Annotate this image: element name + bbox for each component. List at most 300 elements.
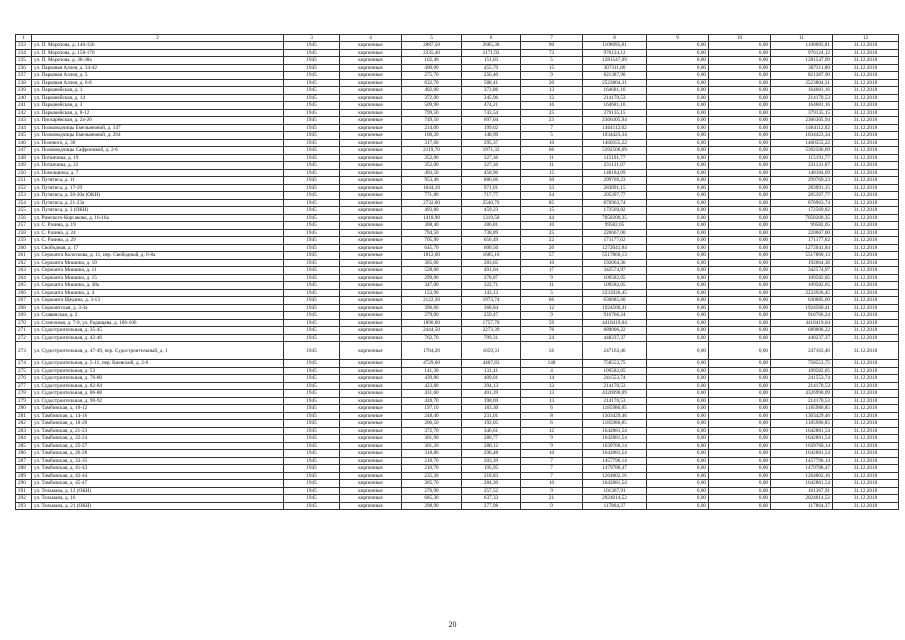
cell-residents: 24 bbox=[521, 192, 583, 200]
cell-depreciation: 0,00 bbox=[647, 297, 709, 305]
cell-residents: 7 bbox=[521, 124, 583, 132]
cell-accrued-amount: 0,00 bbox=[709, 334, 771, 342]
cell-residual-value: 1272041,84 bbox=[771, 244, 833, 252]
cell-residents: 5 bbox=[521, 57, 583, 65]
cell-living-area: 256,40 bbox=[462, 72, 521, 80]
cell-book-value: 214170,53 bbox=[583, 382, 647, 390]
cell-accrued-amount: 0,00 bbox=[709, 124, 771, 132]
cell-wall-material: кирпичные bbox=[340, 49, 402, 57]
cell-residents: 12 bbox=[521, 94, 583, 102]
cell-build-year: 1945 bbox=[284, 382, 340, 390]
table-row bbox=[16, 390, 899, 398]
cell-wall-material: кирпичные bbox=[340, 390, 402, 398]
cell-row-number: 288 bbox=[16, 465, 32, 473]
cell-total-area: 1812,00 bbox=[402, 252, 462, 260]
cell-living-area: 1685,16 bbox=[462, 252, 521, 260]
cell-accrued-amount: 0,00 bbox=[709, 472, 771, 480]
cell-depreciation: 0,00 bbox=[647, 79, 709, 87]
table-row bbox=[16, 94, 899, 102]
cell-depreciation: 0,00 bbox=[647, 192, 709, 200]
cell-accrued-amount: 0,00 bbox=[709, 57, 771, 65]
cell-date: 31.12.2018 bbox=[833, 342, 899, 360]
table-row bbox=[16, 49, 899, 57]
cell-wall-material: кирпичные bbox=[340, 207, 402, 215]
cell-residents: 11 bbox=[521, 162, 583, 170]
cell-accrued-amount: 0,00 bbox=[709, 102, 771, 110]
cell-residual-value: 1034423,34 bbox=[771, 132, 833, 140]
cell-row-number: 250 bbox=[16, 169, 32, 177]
cell-build-year: 1945 bbox=[284, 139, 340, 147]
cell-build-year: 1945 bbox=[284, 274, 340, 282]
cell-total-area: 509,90 bbox=[402, 102, 462, 110]
cell-date: 31.12.2018 bbox=[833, 229, 899, 237]
cell-row-number: 236 bbox=[16, 64, 32, 72]
cell-build-year: 1945 bbox=[284, 199, 340, 207]
cell-residents: 5 bbox=[521, 289, 583, 297]
cell-book-value: 1642881,54 bbox=[583, 435, 647, 443]
cell-date: 31.12.2018 bbox=[833, 42, 899, 50]
table-row bbox=[16, 199, 899, 207]
cell-date: 31.12.2018 bbox=[833, 244, 899, 252]
cell-depreciation: 0,00 bbox=[647, 319, 709, 327]
cell-depreciation: 0,00 bbox=[647, 450, 709, 458]
cell-total-area: 1784,20 bbox=[402, 342, 462, 360]
cell-living-area: 322,71 bbox=[462, 282, 521, 290]
cell-book-value: 1264802,16 bbox=[583, 472, 647, 480]
table-row bbox=[16, 169, 899, 177]
cell-depreciation: 0,00 bbox=[647, 252, 709, 260]
cell-total-area: 162,40 bbox=[402, 57, 462, 65]
table-row bbox=[16, 327, 899, 335]
cell-address: ул. Сержанта Колоскова, д. 11, пер. Свободный, д. 6-8а bbox=[32, 252, 284, 260]
cell-wall-material: кирпичные bbox=[340, 282, 402, 290]
cell-book-value: 5517860,13 bbox=[583, 252, 647, 260]
cell-build-year: 1945 bbox=[284, 237, 340, 245]
cell-wall-material: кирпичные bbox=[340, 304, 402, 312]
cell-build-year: 1945 bbox=[284, 102, 340, 110]
cell-accrued-amount: 0,00 bbox=[709, 72, 771, 80]
cell-book-value: 148184,69 bbox=[583, 169, 647, 177]
cell-depreciation: 0,00 bbox=[647, 274, 709, 282]
cell-row-number: 261 bbox=[16, 252, 32, 260]
cell-living-area: 218,83 bbox=[462, 472, 521, 480]
cell-residual-value: 117864,37 bbox=[771, 502, 833, 510]
table-row bbox=[16, 420, 899, 428]
cell-residual-value: 2233926,45 bbox=[771, 289, 833, 297]
cell-address: ул. Сержанта Мишина, д. 15 bbox=[32, 274, 284, 282]
cell-wall-material: кирпичные bbox=[340, 162, 402, 170]
cell-book-value: 247163,46 bbox=[583, 342, 647, 360]
cell-book-value: 342574,97 bbox=[583, 267, 647, 275]
cell-total-area: 301,20 bbox=[402, 442, 462, 450]
cell-address: ул. Тамбовская, д. 26-28 bbox=[32, 450, 284, 458]
cell-build-year: 1945 bbox=[284, 169, 340, 177]
cell-row-number: 237 bbox=[16, 72, 32, 80]
table-row bbox=[16, 214, 899, 222]
cell-residents: 148 bbox=[521, 360, 583, 368]
cell-row-number: 285 bbox=[16, 442, 32, 450]
cell-living-area: 4407,83 bbox=[462, 360, 521, 368]
cell-accrued-amount: 0,00 bbox=[709, 132, 771, 140]
cell-residual-value: 4326990,09 bbox=[771, 390, 833, 398]
cell-address: ул. Тамбовская, д. 33-35 bbox=[32, 457, 284, 465]
cell-wall-material: кирпичные bbox=[340, 435, 402, 443]
cell-depreciation: 0,00 bbox=[647, 427, 709, 435]
cell-residual-value: 214170,53 bbox=[771, 397, 833, 405]
cell-row-number: 281 bbox=[16, 412, 32, 420]
cell-residents: 13 bbox=[521, 390, 583, 398]
cell-date: 31.12.2018 bbox=[833, 457, 899, 465]
cell-book-value: 164681,16 bbox=[583, 87, 647, 95]
cell-accrued-amount: 0,00 bbox=[709, 319, 771, 327]
cell-wall-material: кирпичные bbox=[340, 109, 402, 117]
cell-build-year: 1945 bbox=[284, 162, 340, 170]
cell-accrued-amount: 0,00 bbox=[709, 42, 771, 50]
cell-address: ул. Тамбовская, д. 42-44 bbox=[32, 472, 284, 480]
cell-build-year: 1945 bbox=[284, 312, 340, 320]
cell-book-value: 1303429,46 bbox=[583, 412, 647, 420]
cell-date: 31.12.2018 bbox=[833, 420, 899, 428]
cell-residents: 30 bbox=[521, 177, 583, 185]
cell-residual-value: 299769,23 bbox=[771, 177, 833, 185]
cell-depreciation: 0,00 bbox=[647, 132, 709, 140]
cell-row-number: 274 bbox=[16, 360, 32, 368]
cell-address: ул. Путягиса, д. 20-20а (ОКН) bbox=[32, 192, 284, 200]
cell-address: ул. Тамбовская, д. 10-12 bbox=[32, 405, 284, 413]
cell-date: 31.12.2018 bbox=[833, 102, 899, 110]
cell-build-year: 1945 bbox=[284, 367, 340, 375]
cell-living-area: 401,39 bbox=[462, 390, 521, 398]
cell-book-value: 1272041,84 bbox=[583, 244, 647, 252]
cell-depreciation: 0,00 bbox=[647, 169, 709, 177]
cell-residents: 7 bbox=[521, 472, 583, 480]
cell-depreciation: 0,00 bbox=[647, 207, 709, 215]
cell-living-area: 600,50 bbox=[462, 244, 521, 252]
cell-book-value: 1034423,34 bbox=[583, 132, 647, 140]
cell-build-year: 1945 bbox=[284, 465, 340, 473]
cell-residual-value: 630085,60 bbox=[771, 297, 833, 305]
cell-build-year: 1945 bbox=[284, 297, 340, 305]
cell-residual-value: 758553,75 bbox=[771, 360, 833, 368]
cell-book-value: 1457796,14 bbox=[583, 457, 647, 465]
cell-living-area: 295,37 bbox=[462, 139, 521, 147]
table-row bbox=[16, 87, 899, 95]
cell-row-number: 270 bbox=[16, 319, 32, 327]
cell-build-year: 1945 bbox=[284, 457, 340, 465]
cell-row-number: 252 bbox=[16, 184, 32, 192]
cell-wall-material: кирпичные bbox=[340, 487, 402, 495]
cell-accrued-amount: 0,00 bbox=[709, 382, 771, 390]
cell-book-value: 2233926,45 bbox=[583, 289, 647, 297]
cell-accrued-amount: 0,00 bbox=[709, 199, 771, 207]
cell-total-area: 153,90 bbox=[402, 289, 462, 297]
cell-depreciation: 0,00 bbox=[647, 72, 709, 80]
cell-depreciation: 0,00 bbox=[647, 334, 709, 342]
cell-living-area: 2273,39 bbox=[462, 327, 521, 335]
cell-residents: 6 bbox=[521, 405, 583, 413]
cell-living-area: 637,33 bbox=[462, 495, 521, 503]
cell-address: ул. Путягиса, д. 21-23а bbox=[32, 199, 284, 207]
cell-date: 31.12.2018 bbox=[833, 274, 899, 282]
cell-date: 31.12.2018 bbox=[833, 57, 899, 65]
cell-wall-material: кирпичные bbox=[340, 64, 402, 72]
cell-wall-material: кирпичные bbox=[340, 57, 402, 65]
cell-total-area: 431,60 bbox=[402, 390, 462, 398]
column-number: 3 bbox=[284, 35, 340, 42]
table-row bbox=[16, 117, 899, 125]
cell-build-year: 1945 bbox=[284, 222, 340, 230]
cell-book-value: 1460355,22 bbox=[583, 139, 647, 147]
cell-living-area: 458,96 bbox=[462, 169, 521, 177]
cell-total-area: 396,60 bbox=[402, 304, 462, 312]
cell-row-number: 242 bbox=[16, 109, 32, 117]
cell-address: ул. С. Разина, д. 29 bbox=[32, 237, 284, 245]
cell-address: ул. Путягиса, д. 11 bbox=[32, 177, 284, 185]
table-row bbox=[16, 252, 899, 260]
cell-wall-material: кирпичные bbox=[340, 360, 402, 368]
cell-row-number: 246 bbox=[16, 139, 32, 147]
cell-accrued-amount: 0,00 bbox=[709, 252, 771, 260]
cell-wall-material: кирпичные bbox=[340, 319, 402, 327]
cell-row-number: 279 bbox=[16, 397, 32, 405]
cell-build-year: 1945 bbox=[284, 327, 340, 335]
cell-address: ул. Парковейская, д. 3 bbox=[32, 102, 284, 110]
cell-depreciation: 0,00 bbox=[647, 442, 709, 450]
cell-wall-material: кирпичные bbox=[340, 214, 402, 222]
cell-total-area: 2444,50 bbox=[402, 327, 462, 335]
cell-residual-value: 448237,37 bbox=[771, 334, 833, 342]
cell-accrued-amount: 0,00 bbox=[709, 162, 771, 170]
cell-date: 31.12.2018 bbox=[833, 397, 899, 405]
cell-wall-material: кирпичные bbox=[340, 154, 402, 162]
cell-build-year: 1945 bbox=[284, 319, 340, 327]
cell-depreciation: 0,00 bbox=[647, 282, 709, 290]
cell-total-area: 235,30 bbox=[402, 472, 462, 480]
cell-wall-material: кирпичные bbox=[340, 327, 402, 335]
cell-build-year: 1945 bbox=[284, 147, 340, 155]
cell-residual-value: 2024014,52 bbox=[771, 495, 833, 503]
cell-residents: 66 bbox=[521, 147, 583, 155]
cell-row-number: 240 bbox=[16, 94, 32, 102]
cell-residents: 9 bbox=[521, 274, 583, 282]
cell-depreciation: 0,00 bbox=[647, 342, 709, 360]
cell-total-area: 493,80 bbox=[402, 207, 462, 215]
cell-wall-material: кирпичные bbox=[340, 124, 402, 132]
cell-residual-value: 342574,97 bbox=[771, 267, 833, 275]
cell-accrued-amount: 0,00 bbox=[709, 117, 771, 125]
cell-row-number: 264 bbox=[16, 274, 32, 282]
cell-living-area: 474,21 bbox=[462, 102, 521, 110]
cell-residents: 9 bbox=[521, 487, 583, 495]
cell-depreciation: 0,00 bbox=[647, 177, 709, 185]
cell-depreciation: 0,00 bbox=[647, 154, 709, 162]
cell-residual-value: 115191,77 bbox=[771, 154, 833, 162]
cell-residents: 14 bbox=[521, 375, 583, 383]
cell-row-number: 272 bbox=[16, 334, 32, 342]
cell-wall-material: кирпичные bbox=[340, 412, 402, 420]
cell-address: ул. Судостроительная, д. 53 bbox=[32, 367, 284, 375]
cell-book-value: 307311,80 bbox=[583, 64, 647, 72]
cell-wall-material: кирпичные bbox=[340, 289, 402, 297]
table-row bbox=[16, 304, 899, 312]
cell-residents: 5 bbox=[521, 132, 583, 140]
cell-living-area: 2540,76 bbox=[462, 199, 521, 207]
table-row bbox=[16, 102, 899, 110]
cell-total-area: 439,80 bbox=[402, 375, 462, 383]
cell-row-number: 256 bbox=[16, 214, 32, 222]
column-number: 2 bbox=[32, 35, 284, 42]
cell-total-area: 197,10 bbox=[402, 405, 462, 413]
cell-residual-value: 1185986,85 bbox=[771, 405, 833, 413]
cell-living-area: 203,39 bbox=[462, 457, 521, 465]
cell-wall-material: кирпичные bbox=[340, 222, 402, 230]
cell-row-number: 291 bbox=[16, 487, 32, 495]
cell-depreciation: 0,00 bbox=[647, 64, 709, 72]
cell-wall-material: кирпичные bbox=[340, 334, 402, 342]
cell-total-area: 2122,30 bbox=[402, 297, 462, 305]
table-row bbox=[16, 297, 899, 305]
cell-book-value: 1185986,85 bbox=[583, 420, 647, 428]
cell-build-year: 1945 bbox=[284, 214, 340, 222]
cell-living-area: 1971,32 bbox=[462, 147, 521, 155]
cell-accrued-amount: 0,00 bbox=[709, 49, 771, 57]
cell-date: 31.12.2018 bbox=[833, 297, 899, 305]
cell-living-area: 345,96 bbox=[462, 94, 521, 102]
cell-date: 31.12.2018 bbox=[833, 184, 899, 192]
cell-residual-value: 916766,24 bbox=[771, 312, 833, 320]
cell-accrued-amount: 0,00 bbox=[709, 184, 771, 192]
cell-date: 31.12.2018 bbox=[833, 94, 899, 102]
cell-address: ул. Станочная, д. 7-9, ул. Радищева, д. 106-106 bbox=[32, 319, 284, 327]
column-number: 12 bbox=[833, 35, 899, 42]
cell-book-value: 241553,74 bbox=[583, 375, 647, 383]
cell-row-number: 283 bbox=[16, 427, 32, 435]
cell-living-area: 409,01 bbox=[462, 375, 521, 383]
cell-book-value: 1642881,54 bbox=[583, 480, 647, 488]
cell-row-number: 249 bbox=[16, 162, 32, 170]
cell-book-value: 689006,22 bbox=[583, 327, 647, 335]
cell-address: ул. Тамбовская, д. 45-47 bbox=[32, 480, 284, 488]
cell-address: ул. Сержанта Мишина, д. 10 bbox=[32, 259, 284, 267]
cell-accrued-amount: 0,00 bbox=[709, 420, 771, 428]
cell-residents: 16 bbox=[521, 102, 583, 110]
cell-total-area: 423,80 bbox=[402, 382, 462, 390]
cell-address: ул. Сержанта Щедина, д. 3-13 bbox=[32, 297, 284, 305]
cell-row-number: 254 bbox=[16, 199, 32, 207]
cell-row-number: 271 bbox=[16, 327, 32, 335]
cell-accrued-amount: 0,00 bbox=[709, 435, 771, 443]
cell-living-area: 183,30 bbox=[462, 405, 521, 413]
cell-accrued-amount: 0,00 bbox=[709, 274, 771, 282]
cell-residents: 15 bbox=[521, 207, 583, 215]
cell-depreciation: 0,00 bbox=[647, 487, 709, 495]
cell-residual-value: 379135,15 bbox=[771, 109, 833, 117]
cell-address: ул. Потанчика, д. 22 bbox=[32, 162, 284, 170]
cell-row-number: 263 bbox=[16, 267, 32, 275]
cell-book-value: 172569,82 bbox=[583, 207, 647, 215]
cell-residents: 24 bbox=[521, 334, 583, 342]
cell-living-area: 231,01 bbox=[462, 412, 521, 420]
cell-total-area: 372,70 bbox=[402, 427, 462, 435]
cell-accrued-amount: 0,00 bbox=[709, 267, 771, 275]
cell-address: ул. Полководчицы Емельяновой, д. 204 bbox=[32, 132, 284, 140]
cell-book-value: 876963,74 bbox=[583, 199, 647, 207]
cell-accrued-amount: 0,00 bbox=[709, 397, 771, 405]
cell-address: ул. Парковейская, д. 1 bbox=[32, 87, 284, 95]
cell-row-number: 260 bbox=[16, 244, 32, 252]
cell-depreciation: 0,00 bbox=[647, 495, 709, 503]
cell-total-area: 490,00 bbox=[402, 64, 462, 72]
cell-living-area: 588,41 bbox=[462, 79, 521, 87]
cell-book-value: 214170,53 bbox=[583, 94, 647, 102]
table-row bbox=[16, 397, 899, 405]
cell-total-area: 305,70 bbox=[402, 480, 462, 488]
cell-date: 31.12.2018 bbox=[833, 267, 899, 275]
table-body bbox=[16, 42, 899, 510]
cell-date: 31.12.2018 bbox=[833, 367, 899, 375]
cell-address: ул. Парковая Аллея, д. 6-8 bbox=[32, 79, 284, 87]
cell-depreciation: 0,00 bbox=[647, 327, 709, 335]
cell-accrued-amount: 0,00 bbox=[709, 390, 771, 398]
cell-address: ул. С. Разина, д. 24 bbox=[32, 229, 284, 237]
cell-row-number: 265 bbox=[16, 282, 32, 290]
cell-wall-material: кирпичные bbox=[340, 192, 402, 200]
cell-book-value: 2523804,31 bbox=[583, 79, 647, 87]
cell-address: ул. С. Разина, д. 19 bbox=[32, 222, 284, 230]
cell-living-area: 394,13 bbox=[462, 382, 521, 390]
cell-row-number: 267 bbox=[16, 297, 32, 305]
cell-address: ул. Сержанта Мишина, д. 38а bbox=[32, 282, 284, 290]
cell-address: ул. Тамбовская, д. 22-24 bbox=[32, 435, 284, 443]
cell-address: ул. Тамбовская, д. 18-20 bbox=[32, 420, 284, 428]
cell-living-area: 192,05 bbox=[462, 420, 521, 428]
cell-residents: 11 bbox=[521, 282, 583, 290]
cell-residual-value: 876963,74 bbox=[771, 199, 833, 207]
cell-depreciation: 0,00 bbox=[647, 162, 709, 170]
cell-date: 31.12.2018 bbox=[833, 289, 899, 297]
table-row bbox=[16, 132, 899, 140]
cell-residents: 10 bbox=[521, 222, 583, 230]
cell-build-year: 1945 bbox=[284, 57, 340, 65]
cell-wall-material: кирпичные bbox=[340, 147, 402, 155]
cell-residual-value: 821387,90 bbox=[771, 72, 833, 80]
cell-residents: 6 bbox=[521, 420, 583, 428]
cell-row-number: 273 bbox=[16, 342, 32, 360]
cell-residual-value: 164681,16 bbox=[771, 102, 833, 110]
cell-residents: 57 bbox=[521, 252, 583, 260]
cell-date: 31.12.2018 bbox=[833, 87, 899, 95]
cell-accrued-amount: 0,00 bbox=[709, 289, 771, 297]
cell-residual-value: 241553,74 bbox=[771, 375, 833, 383]
cell-wall-material: кирпичные bbox=[340, 342, 402, 360]
cell-address: ул. Тамбовская, д. 21-23 bbox=[32, 427, 284, 435]
cell-depreciation: 0,00 bbox=[647, 304, 709, 312]
cell-residents: 59 bbox=[521, 319, 583, 327]
cell-wall-material: кирпичные bbox=[340, 495, 402, 503]
cell-book-value: 99582,05 bbox=[583, 222, 647, 230]
cell-book-value: 220667,00 bbox=[583, 229, 647, 237]
cell-depreciation: 0,00 bbox=[647, 42, 709, 50]
cell-residual-value: 1185986,85 bbox=[771, 420, 833, 428]
cell-row-number: 277 bbox=[16, 382, 32, 390]
table-row bbox=[16, 124, 899, 132]
cell-build-year: 1945 bbox=[284, 207, 340, 215]
cell-residents: 10 bbox=[521, 259, 583, 267]
table-row bbox=[16, 177, 899, 185]
cell-row-number: 293 bbox=[16, 502, 32, 510]
cell-residual-value: 109582,05 bbox=[771, 274, 833, 282]
cell-build-year: 1945 bbox=[284, 109, 340, 117]
